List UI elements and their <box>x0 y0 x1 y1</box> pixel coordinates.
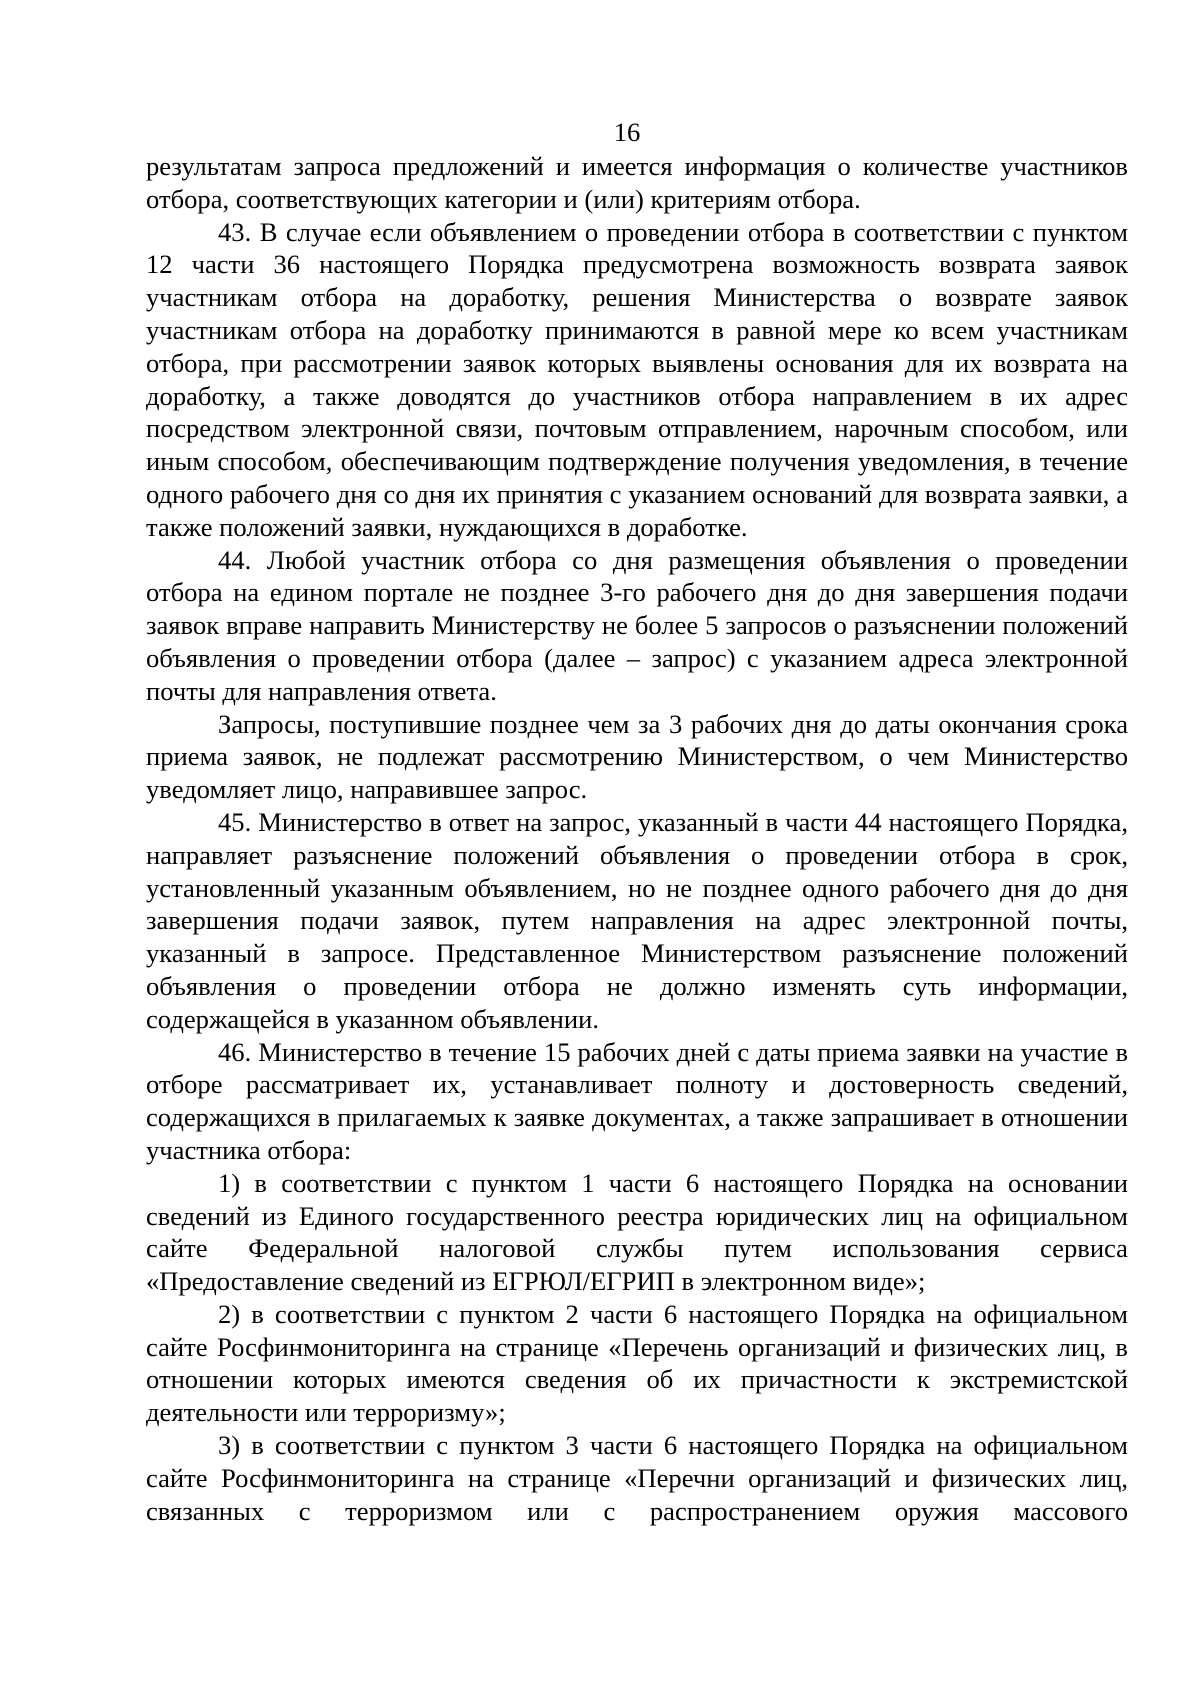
paragraph-45: 45. Министерство в ответ на запрос, указанный в части 44 настоящего Порядка, направляет разъяснение положений объявления о проведении отбора в срок, установленный указанным объявлением, но не позднее одного рабочего дня до дня завершения подачи заявок, путем направления на адрес электронной почты, указанный в запросе. Представленное Министерством разъяснение положений объявления о проведении отбора не должно изменять суть информации, содержащейся в указанном объявлении. <box>146 806 1128 1034</box>
document-body <box>146 150 1128 1527</box>
paragraph-46-item-3: 3) в соответствии с пунктом 3 части 6 настоящего Порядка на официальном сайте Росфинмониторинга на странице «Перечни организаций и физических лиц, связанных с терроризмом или с распространением оружия массового <box>146 1430 1128 1526</box>
paragraph-46: 46. Министерство в течение 15 рабочих дней с даты приема заявки на участие в отборе рассматривает их, устанавливает полноту и достоверность сведений, содержащихся в прилагаемых к заявке документах, а также запрашивает в отношении участника отбора: <box>146 1036 1128 1165</box>
paragraph-42-continued: результатам запроса предложений и имеется информация о количестве участников отбора, соответствующих категории и (или) критериям отбора. <box>146 151 1128 214</box>
page-number: 16 <box>613 117 641 147</box>
paragraph-46-item-2: 2) в соответствии с пунктом 2 части 6 настоящего Порядка на официальном сайте Росфинмониторинга на странице «Перечень организаций и физических лиц, в отношении которых имеются сведения об их причастности к экстремистской деятельности или терроризму»; <box>146 1298 1128 1428</box>
paragraph-44: 44. Любой участник отбора со дня размещения объявления о проведении отбора на едином портале не позднее 3-го рабочего дня до дня завершения подачи заявок вправе направить Министерству не более 5 запросов о разъяснении положений объявления о проведении отбора (далее – запрос) с указанием адреса электронной почты для направления ответа. <box>146 544 1128 706</box>
paragraph-43: 43. В случае если объявлением о проведении отбора в соответствии с пунктом 12 части 36 настоящего Порядка предусмотрена возможность возврата заявок участникам отбора на доработку, решения Министерства о возврате заявок участникам отбора на доработку принимаются в равной мере ко всем участникам отбора, при рассмотрении заявок которых выявлены основания для их возврата на доработку, а также доводятся до участников отбора направлением в их адрес посредством электронной связи, почтовым отправлением, нарочным способом, или иным способом, обеспечивающим подтверждение получения уведомления, в течение одного рабочего дня со дня их принятия с указанием оснований для возврата заявки, а также положений заявки, нуждающихся в доработке. <box>146 216 1128 542</box>
paragraph-44-requests: Запросы, поступившие позднее чем за 3 рабочих дня до даты окончания срока приема заявок, не подлежат рассмотрению Министерством, о чем Министерство уведомляет лицо, направившее запрос. <box>146 708 1128 805</box>
paragraph-46-item-1: 1) в соответствии с пунктом 1 части 6 настоящего Порядка на основании сведений из Единого государственного реестра юридических лиц на официальном сайте Федеральной налоговой службы путем использования сервиса «Предоставление сведений из ЕГРЮЛ/ЕГРИП в электронном виде»; <box>146 1167 1128 1297</box>
